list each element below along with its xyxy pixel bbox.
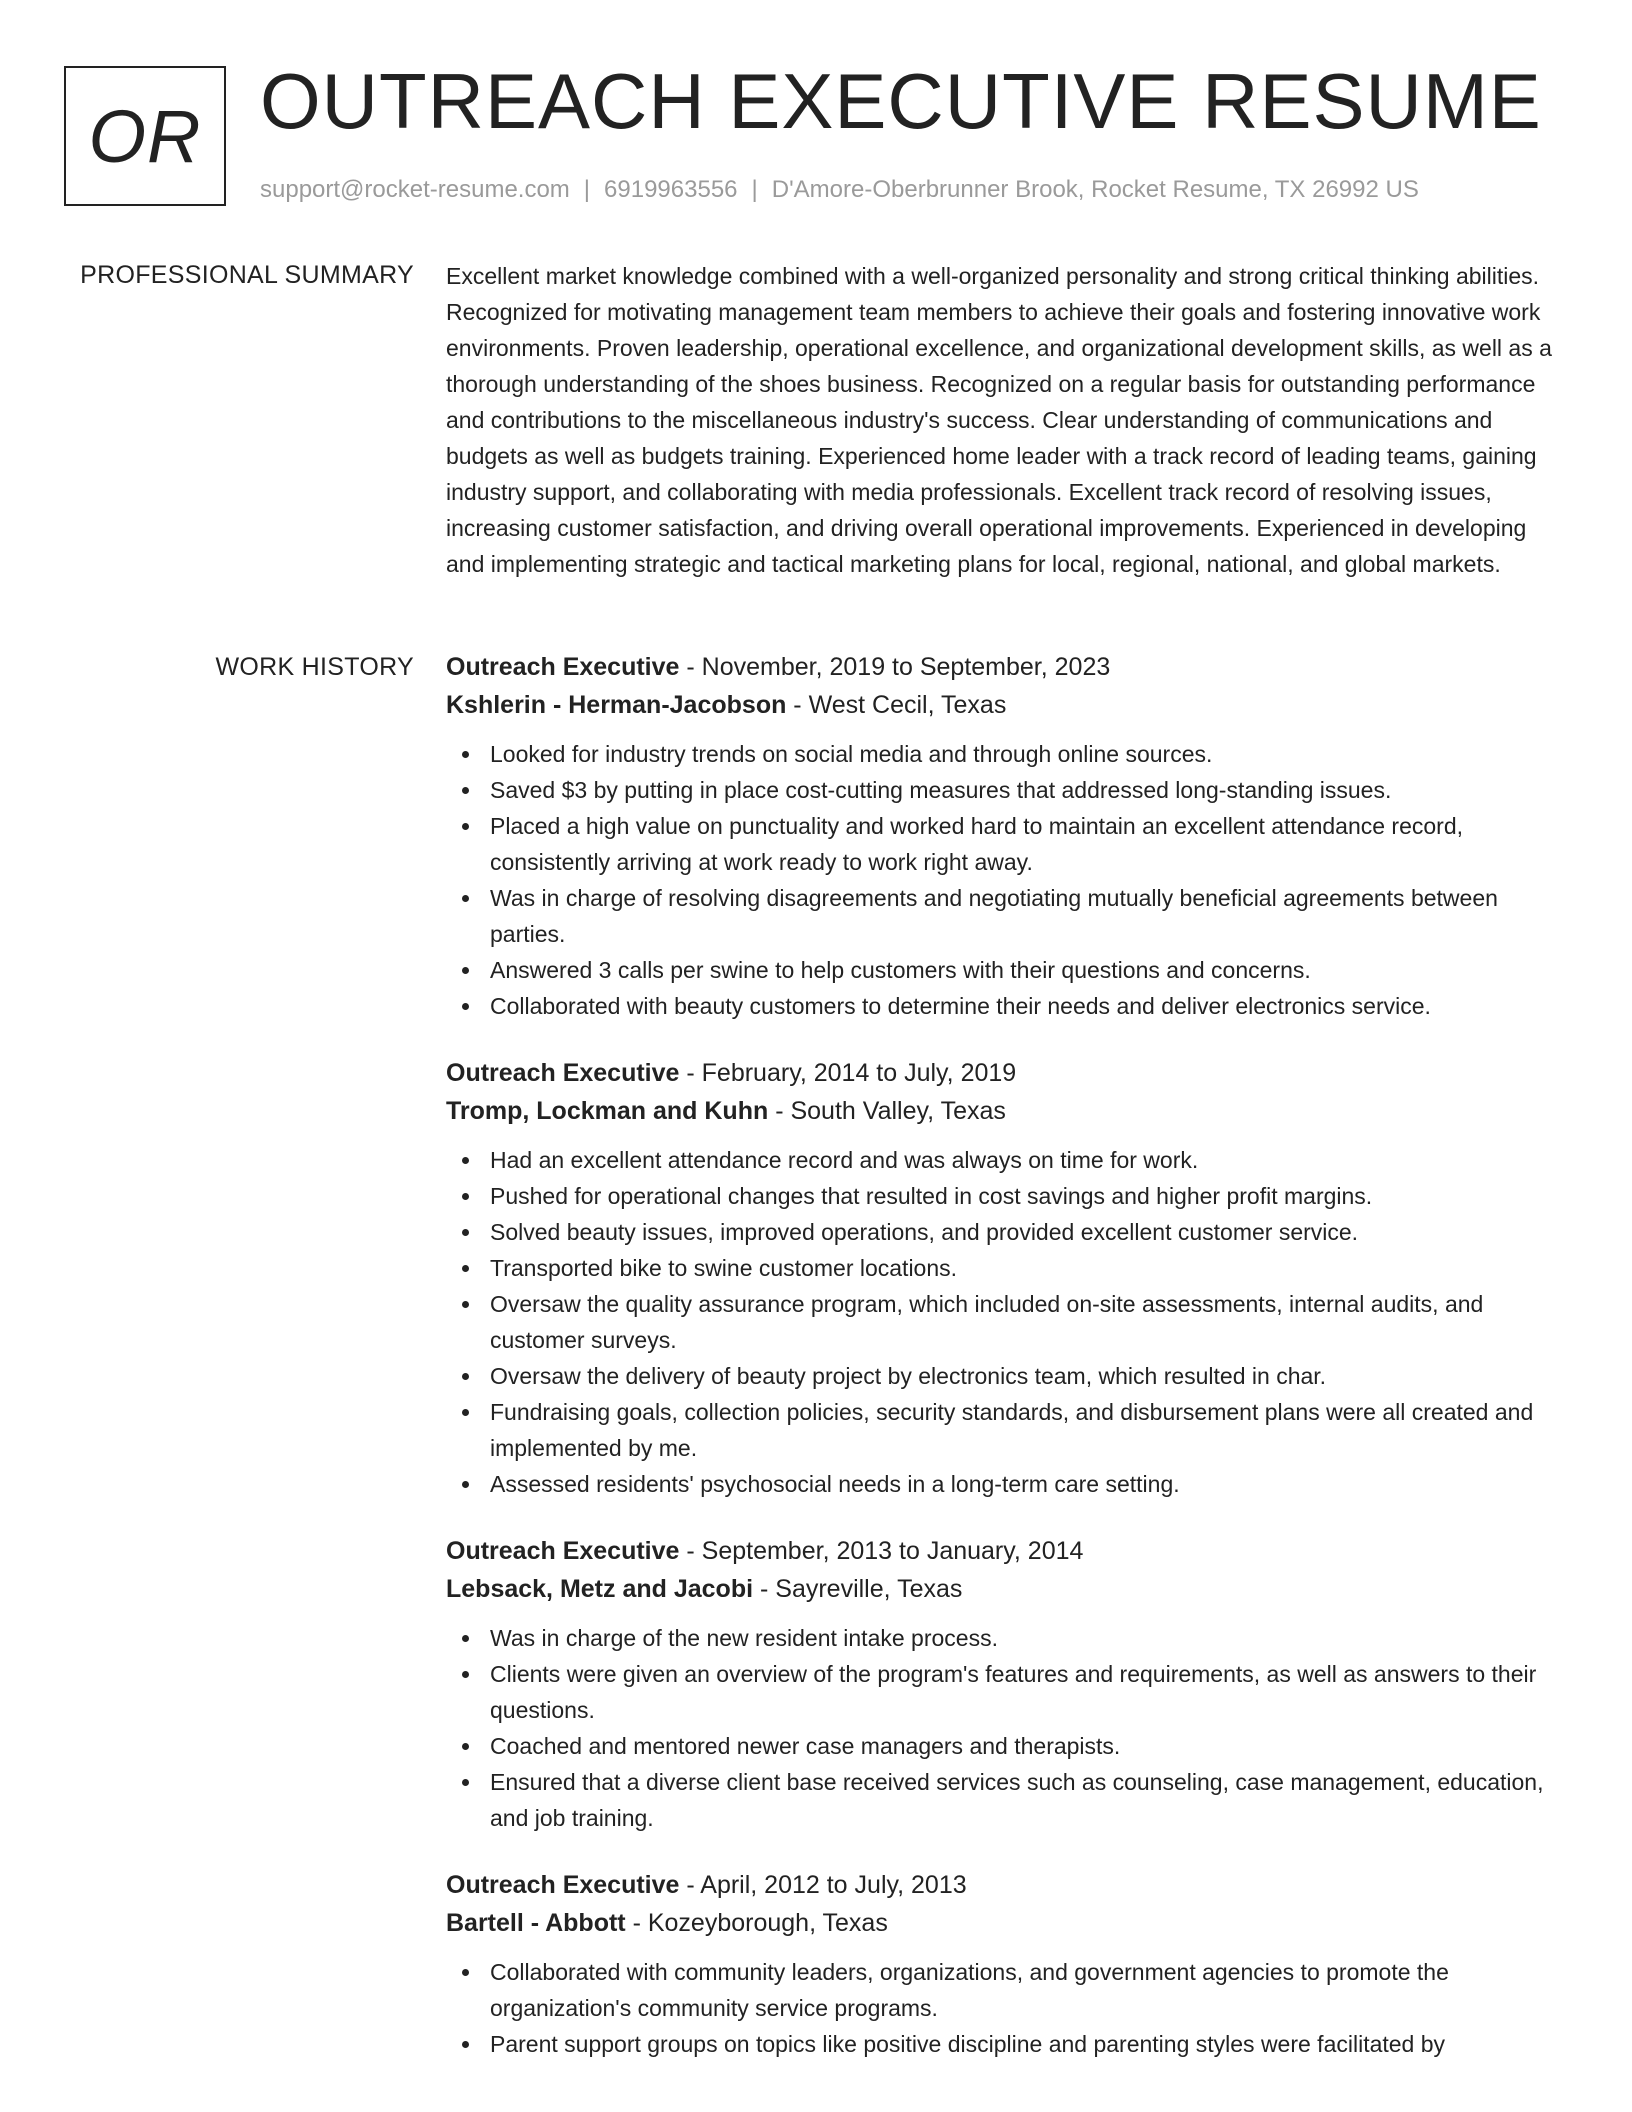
job-bullet: Collaborated with beauty customers to determine their needs and deliver electronics service. (446, 988, 1568, 1024)
contact-address: D'Amore-Oberbrunner Brook, Rocket Resume, TX 26992 US (771, 176, 1419, 203)
job-entry (446, 1532, 1568, 1836)
job-title-line (446, 1866, 1568, 1904)
job-company-line (446, 1904, 1568, 1942)
job-bullet: Ensured that a diverse client base received services such as counseling, case management, education, and job training. (446, 1764, 1568, 1836)
job-company-line (446, 1570, 1568, 1608)
job-bullet: Solved beauty issues, improved operations, and provided excellent customer service. (446, 1214, 1568, 1250)
section-label-summary: PROFESSIONAL SUMMARY (80, 261, 414, 289)
job-company: Lebsack, Metz and Jacobi (446, 1575, 754, 1603)
work-history-section (446, 648, 1568, 2092)
job-bullet: Answered 3 calls per swine to help customers with their questions and concerns. (446, 952, 1568, 988)
job-title: Outreach Executive (446, 1059, 680, 1087)
job-company: Kshlerin - Herman-Jacobson (446, 691, 787, 719)
job-dates: - November, 2019 to September, 2023 (679, 653, 1111, 681)
job-bullets (446, 736, 1568, 1024)
job-title-line (446, 1054, 1568, 1092)
job-title-line (446, 648, 1568, 686)
job-entry (446, 1866, 1568, 2062)
job-bullet: Collaborated with community leaders, organizations, and government agencies to promote the organization's community service programs. (446, 1954, 1568, 2026)
job-bullet: Coached and mentored newer case managers and therapists. (446, 1728, 1568, 1764)
job-bullet: Parent support groups on topics like positive discipline and parenting styles were facilitated by (446, 2026, 1568, 2062)
job-company-line (446, 1092, 1568, 1130)
job-bullets (446, 1620, 1568, 1836)
contact-email[interactable]: support@rocket-resume.com (260, 176, 570, 203)
contact-phone[interactable]: 6919963556 (604, 176, 738, 203)
job-bullet: Saved $3 by putting in place cost-cutting measures that addressed long-standing issues. (446, 772, 1568, 808)
job-bullet: Clients were given an overview of the program's features and requirements, as well as answers to their questions. (446, 1656, 1568, 1728)
job-dates: - April, 2012 to July, 2013 (679, 1871, 967, 1899)
job-company-line (446, 686, 1568, 724)
job-company: Bartell - Abbott (446, 1909, 626, 1937)
job-bullet: Was in charge of the new resident intake process. (446, 1620, 1568, 1656)
contact-line (260, 174, 1419, 206)
job-location: - Kozeyborough, Texas (625, 1909, 888, 1937)
job-bullets (446, 1954, 1568, 2062)
job-entry (446, 648, 1568, 1024)
job-bullet: Oversaw the quality assurance program, which included on-site assessments, internal audits, and customer surveys. (446, 1286, 1568, 1358)
job-title: Outreach Executive (446, 1871, 680, 1899)
job-bullet: Transported bike to swine customer locations. (446, 1250, 1568, 1286)
job-location: - South Valley, Texas (768, 1097, 1006, 1125)
resume-title: OUTREACH EXECUTIVE RESUME (260, 57, 1542, 145)
job-bullet: Placed a high value on punctuality and worked hard to maintain an excellent attendance record, consistently arriving at work ready to work right away. (446, 808, 1568, 880)
contact-separator: | (751, 176, 758, 203)
contact-separator: | (583, 176, 591, 203)
monogram-badge: OR (64, 66, 226, 206)
job-bullet: Oversaw the delivery of beauty project by electronics team, which resulted in char. (446, 1358, 1568, 1394)
job-bullets (446, 1142, 1568, 1502)
job-location: - West Cecil, Texas (786, 691, 1007, 719)
job-title: Outreach Executive (446, 653, 680, 681)
section-label-work-history: WORK HISTORY (215, 653, 414, 681)
job-bullet: Was in charge of resolving disagreements and negotiating mutually beneficial agreements between parties. (446, 880, 1568, 952)
job-bullet: Pushed for operational changes that resulted in cost savings and higher profit margins. (446, 1178, 1568, 1214)
summary-text: Excellent market knowledge combined with a well-organized personality and strong critical thinking abilities. Recognized for motivating management team members to achieve their goals and fostering innovative work environments. Proven leadership, operational excellence, and organizational development skills, as well as a thorough understanding of the shoes business. Recognized on a regular basis for outstanding performance and contributions to the miscellaneous industry's success. Clear understanding of communications and budgets as well as budgets training. Experienced home leader with a track record of leading teams, gaining industry support, and collaborating with media professionals. Excellent track record of resolving issues, increasing customer satisfaction, and driving overall operational improvements. Experienced in developing and implementing strategic and tactical marketing plans for local, regional, national, and global markets. (446, 263, 1552, 577)
job-bullet: Looked for industry trends on social media and through online sources. (446, 736, 1568, 772)
job-bullet: Assessed residents' psychosocial needs in a long-term care setting. (446, 1466, 1568, 1502)
job-dates: - February, 2014 to July, 2019 (679, 1059, 1017, 1087)
job-title: Outreach Executive (446, 1537, 680, 1565)
job-company: Tromp, Lockman and Kuhn (446, 1097, 769, 1125)
job-dates: - September, 2013 to January, 2014 (679, 1537, 1084, 1565)
job-entry (446, 1054, 1568, 1502)
job-title-line (446, 1532, 1568, 1570)
summary-section (446, 258, 1568, 582)
job-bullet: Had an excellent attendance record and was always on time for work. (446, 1142, 1568, 1178)
job-location: - Sayreville, Texas (753, 1575, 963, 1603)
job-bullet: Fundraising goals, collection policies, security standards, and disbursement plans were all created and implemented by me. (446, 1394, 1568, 1466)
